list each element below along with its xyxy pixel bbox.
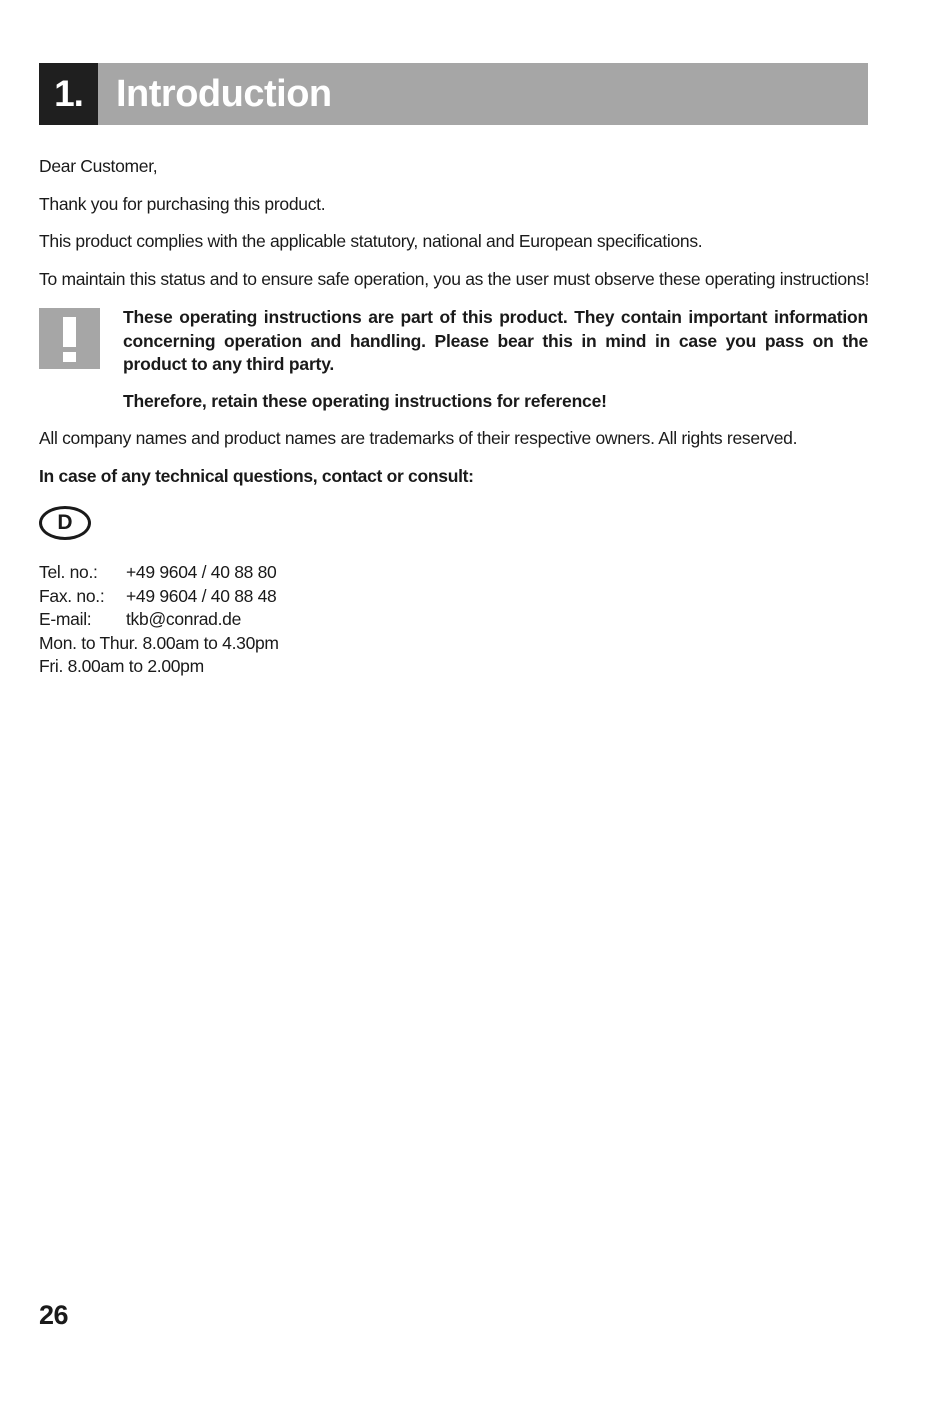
hours-friday: Fri. 8.00am to 2.00pm bbox=[39, 656, 204, 676]
section-title: Introduction bbox=[116, 73, 332, 115]
tel-row bbox=[39, 561, 279, 585]
trademark-text: All company names and product names are trademarks of their respective owners. All rights reserved. bbox=[39, 428, 798, 448]
maintain-text: To maintain this status and to ensure safe operation, you as the user must observe these operating instructions! bbox=[39, 269, 870, 289]
compliance-text: This product complies with the applicable statutory, national and European specifications. bbox=[39, 231, 703, 251]
hours-weekday: Mon. to Thur. 8.00am to 4.30pm bbox=[39, 632, 279, 653]
fax-row bbox=[39, 585, 279, 609]
contact-heading: In case of any technical questions, contact or consult: bbox=[39, 466, 474, 486]
retain-note: Therefore, retain these operating instructions for reference! bbox=[123, 391, 607, 411]
thanks-text: Thank you for purchasing this product. bbox=[39, 194, 326, 214]
fax-value: +49 9604 / 40 88 48 bbox=[126, 585, 277, 606]
tel-value: +49 9604 / 40 88 80 bbox=[126, 562, 277, 582]
section-number: 1. bbox=[39, 63, 98, 125]
email-value: tkb@conrad.de bbox=[126, 609, 242, 629]
tel-label: Tel. no.: bbox=[39, 562, 98, 582]
exclamation-icon bbox=[39, 308, 100, 369]
email-row bbox=[39, 608, 279, 632]
greeting: Dear Customer, bbox=[39, 156, 158, 176]
section-heading bbox=[39, 63, 868, 125]
contact-block bbox=[39, 561, 279, 679]
email-label: E-mail: bbox=[39, 609, 92, 629]
important-note: These operating instructions are part of this product. They contain important information concerning operation and handling. Please bear this in mind in case you pass on the product to any third party. bbox=[123, 307, 868, 374]
country-code-badge: D bbox=[39, 506, 91, 540]
fax-label: Fax. no.: bbox=[39, 585, 105, 606]
page-number: 26 bbox=[39, 1300, 69, 1330]
